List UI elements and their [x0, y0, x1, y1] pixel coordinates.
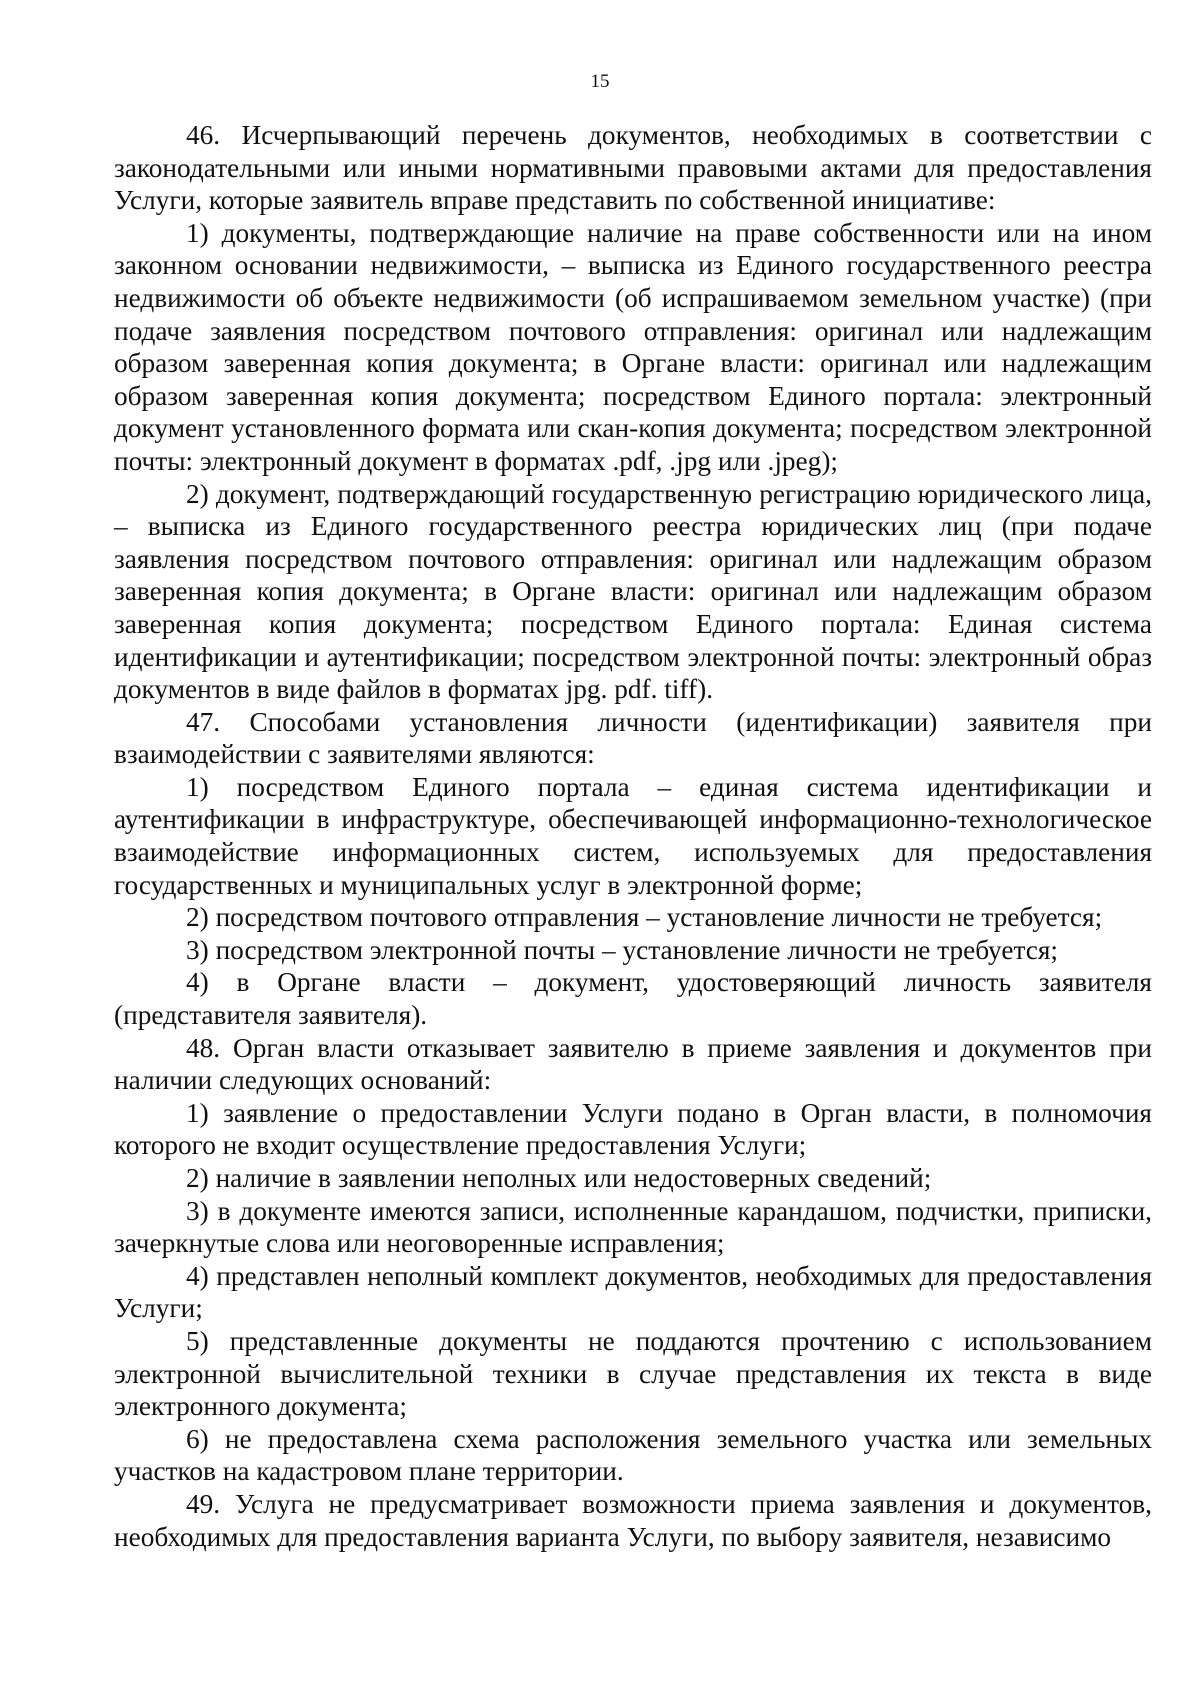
- paragraph-48-item-1: 1) заявление о предоставлении Услуги подано в Орган власти, в полномочия которого не входит осуществление предоставления Услуги;: [114, 1097, 1152, 1161]
- paragraph-47-item-3: 3) посредством электронной почты – установление личности не требуется;: [186, 934, 1058, 965]
- paragraph-48-item-3: 3) в документе имеются записи, исполненные карандашом, подчистки, приписки, зачеркнутые слова или неоговоренные исправления;: [114, 1195, 1152, 1259]
- page-number: 15: [590, 71, 610, 92]
- paragraph-48-item-4: 4) представлен неполный комплект документов, необходимых для предоставления Услуги;: [114, 1260, 1152, 1324]
- paragraph-47: 47. Способами установления личности (идентификации) заявителя при взаимодействии с заявителями являются:: [114, 706, 1152, 770]
- paragraph-49: 49. Услуга не предусматривает возможности приема заявления и документов, необходимых для предоставления варианта Услуги, по выбору заявителя, независимо: [114, 1488, 1152, 1552]
- paragraph-46: 46. Исчерпывающий перечень документов, необходимых в соответствии с законодательными или иными нормативными правовыми актами для предоставления Услуги, которые заявитель вправе представить по собственной инициативе:: [114, 120, 1152, 216]
- paragraph-47-item-1: 1) посредством Единого портала – единая система идентификации и аутентификации в инфраструктуре, обеспечивающей информационно-технологическое взаимодействие информационных систем, используемых для предоставления государственных и муниципальных услуг в электронной форме;: [114, 771, 1152, 900]
- paragraph-46-item-2: 2) документ, подтверждающий государственную регистрацию юридического лица, – выписка из Единого государственного реестра юридических лиц (при подаче заявления посредством почтового отправления: оригинал или надлежащим образом заверенная копия документа; в Органе власти: оригинал или надлежащим образом заверенная копия документа; посредством Единого портала: Единая система идентификации и аутентификации; посредством электронной почты: электронный образ документов в виде файлов в форматах jpg. pdf. tiff).: [114, 478, 1152, 705]
- paragraph-48-item-2: 2) наличие в заявлении неполных или недостоверных сведений;: [186, 1163, 932, 1193]
- paragraph-47-item-4: 4) в Органе власти – документ, удостоверяющий личность заявителя (представителя заявителя).: [114, 967, 1152, 1031]
- paragraph-46-item-1: 1) документы, подтверждающие наличие на праве собственности или на ином законном основании недвижимости, – выписка из Единого государственного реестра недвижимости об объекте недвижимости (об испрашиваемом земельном участке) (при подаче заявления посредством почтового отправления: оригинал или надлежащим образом заверенная копия документа; в Органе власти: оригинал или надлежащим образом заверенная копия документа; посредством Единого портала: электронный документ установленного формата или скан-копия документа; посредством электронной почты: электронный документ в форматах .pdf, .jpg или .jpeg);: [114, 217, 1152, 476]
- paragraph-48-item-5: 5) представленные документы не поддаются прочтению с использованием электронной вычислительной техники в случае представления их текста в виде электронного документа;: [114, 1325, 1152, 1422]
- paragraph-48: 48. Орган власти отказывает заявителю в приеме заявления и документов при наличии следующих оснований:: [114, 1032, 1152, 1096]
- paragraph-47-item-2: 2) посредством почтового отправления – установление личности не требуется;: [186, 902, 1103, 933]
- document-body: [114, 119, 1152, 1553]
- paragraph-48-item-6: 6) не предоставлена схема расположения земельного участка или земельных участков на кадастровом плане территории.: [114, 1423, 1152, 1487]
